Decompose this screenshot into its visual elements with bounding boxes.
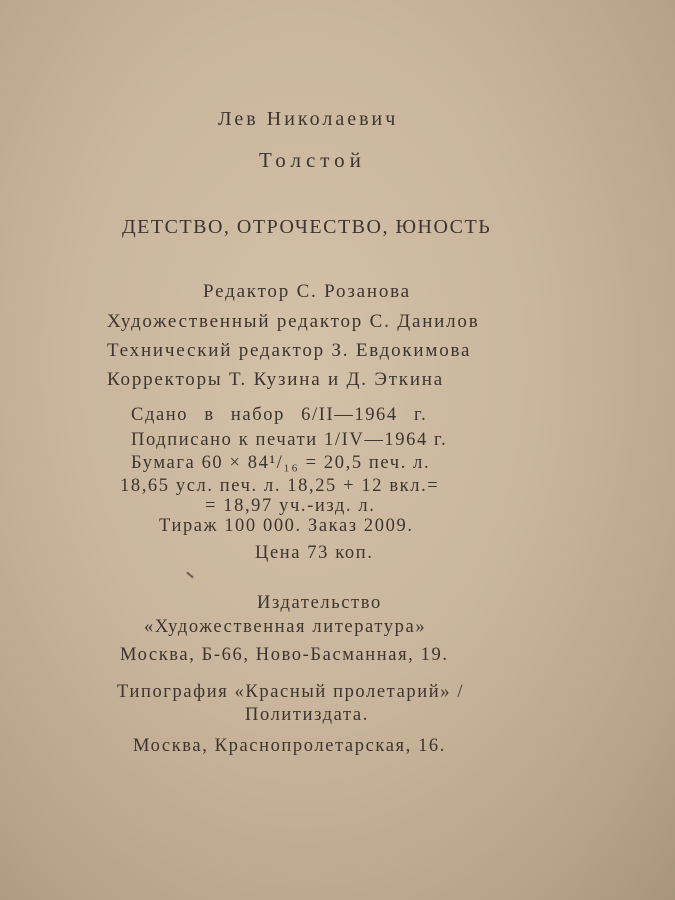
- typeset-date: Сдано в набор 6/II—1964 г.: [131, 405, 428, 425]
- printer-address: Москва, Краснопролетарская, 16.: [133, 736, 446, 756]
- art-editor-credit: Художественный редактор С. Данилов: [107, 311, 480, 332]
- author-first-names: Лев Николаевич: [218, 108, 399, 130]
- print-sheets-continued: = 18,97 уч.-изд. л.: [205, 496, 376, 516]
- printer-name: Типография «Красный пролетарий» /: [117, 682, 465, 702]
- editor-credit: Редактор С. Розанова: [203, 281, 411, 302]
- print-run: Тираж 100 000. Заказ 2009.: [159, 516, 414, 536]
- print-sheets: 18,65 усл. печ. л. 18,25 + 12 вкл.=: [120, 476, 440, 496]
- publisher-address: Москва, Б-66, Ново-Басманная, 19.: [120, 645, 449, 665]
- publisher-label: Издательство: [257, 593, 382, 613]
- ink-mark: [186, 572, 193, 579]
- proofreaders-credit: Корректоры Т. Кузина и Д. Эткина: [107, 369, 445, 390]
- book-title: ДЕТСТВО, ОТРОЧЕСТВО, ЮНОСТЬ: [122, 216, 492, 238]
- author-surname: Толстой: [259, 148, 366, 172]
- tech-editor-credit: Технический редактор З. Евдокимова: [107, 340, 472, 361]
- signed-date: Подписано к печати 1/IV—1964 г.: [131, 430, 448, 450]
- price: Цена 73 коп.: [255, 543, 374, 563]
- printer-affiliation: Политиздата.: [245, 705, 369, 725]
- paper-format: Бумага 60 × 84¹/₁₆ = 20,5 печ. л.: [131, 453, 431, 473]
- publisher-name: «Художественная литература»: [144, 617, 427, 637]
